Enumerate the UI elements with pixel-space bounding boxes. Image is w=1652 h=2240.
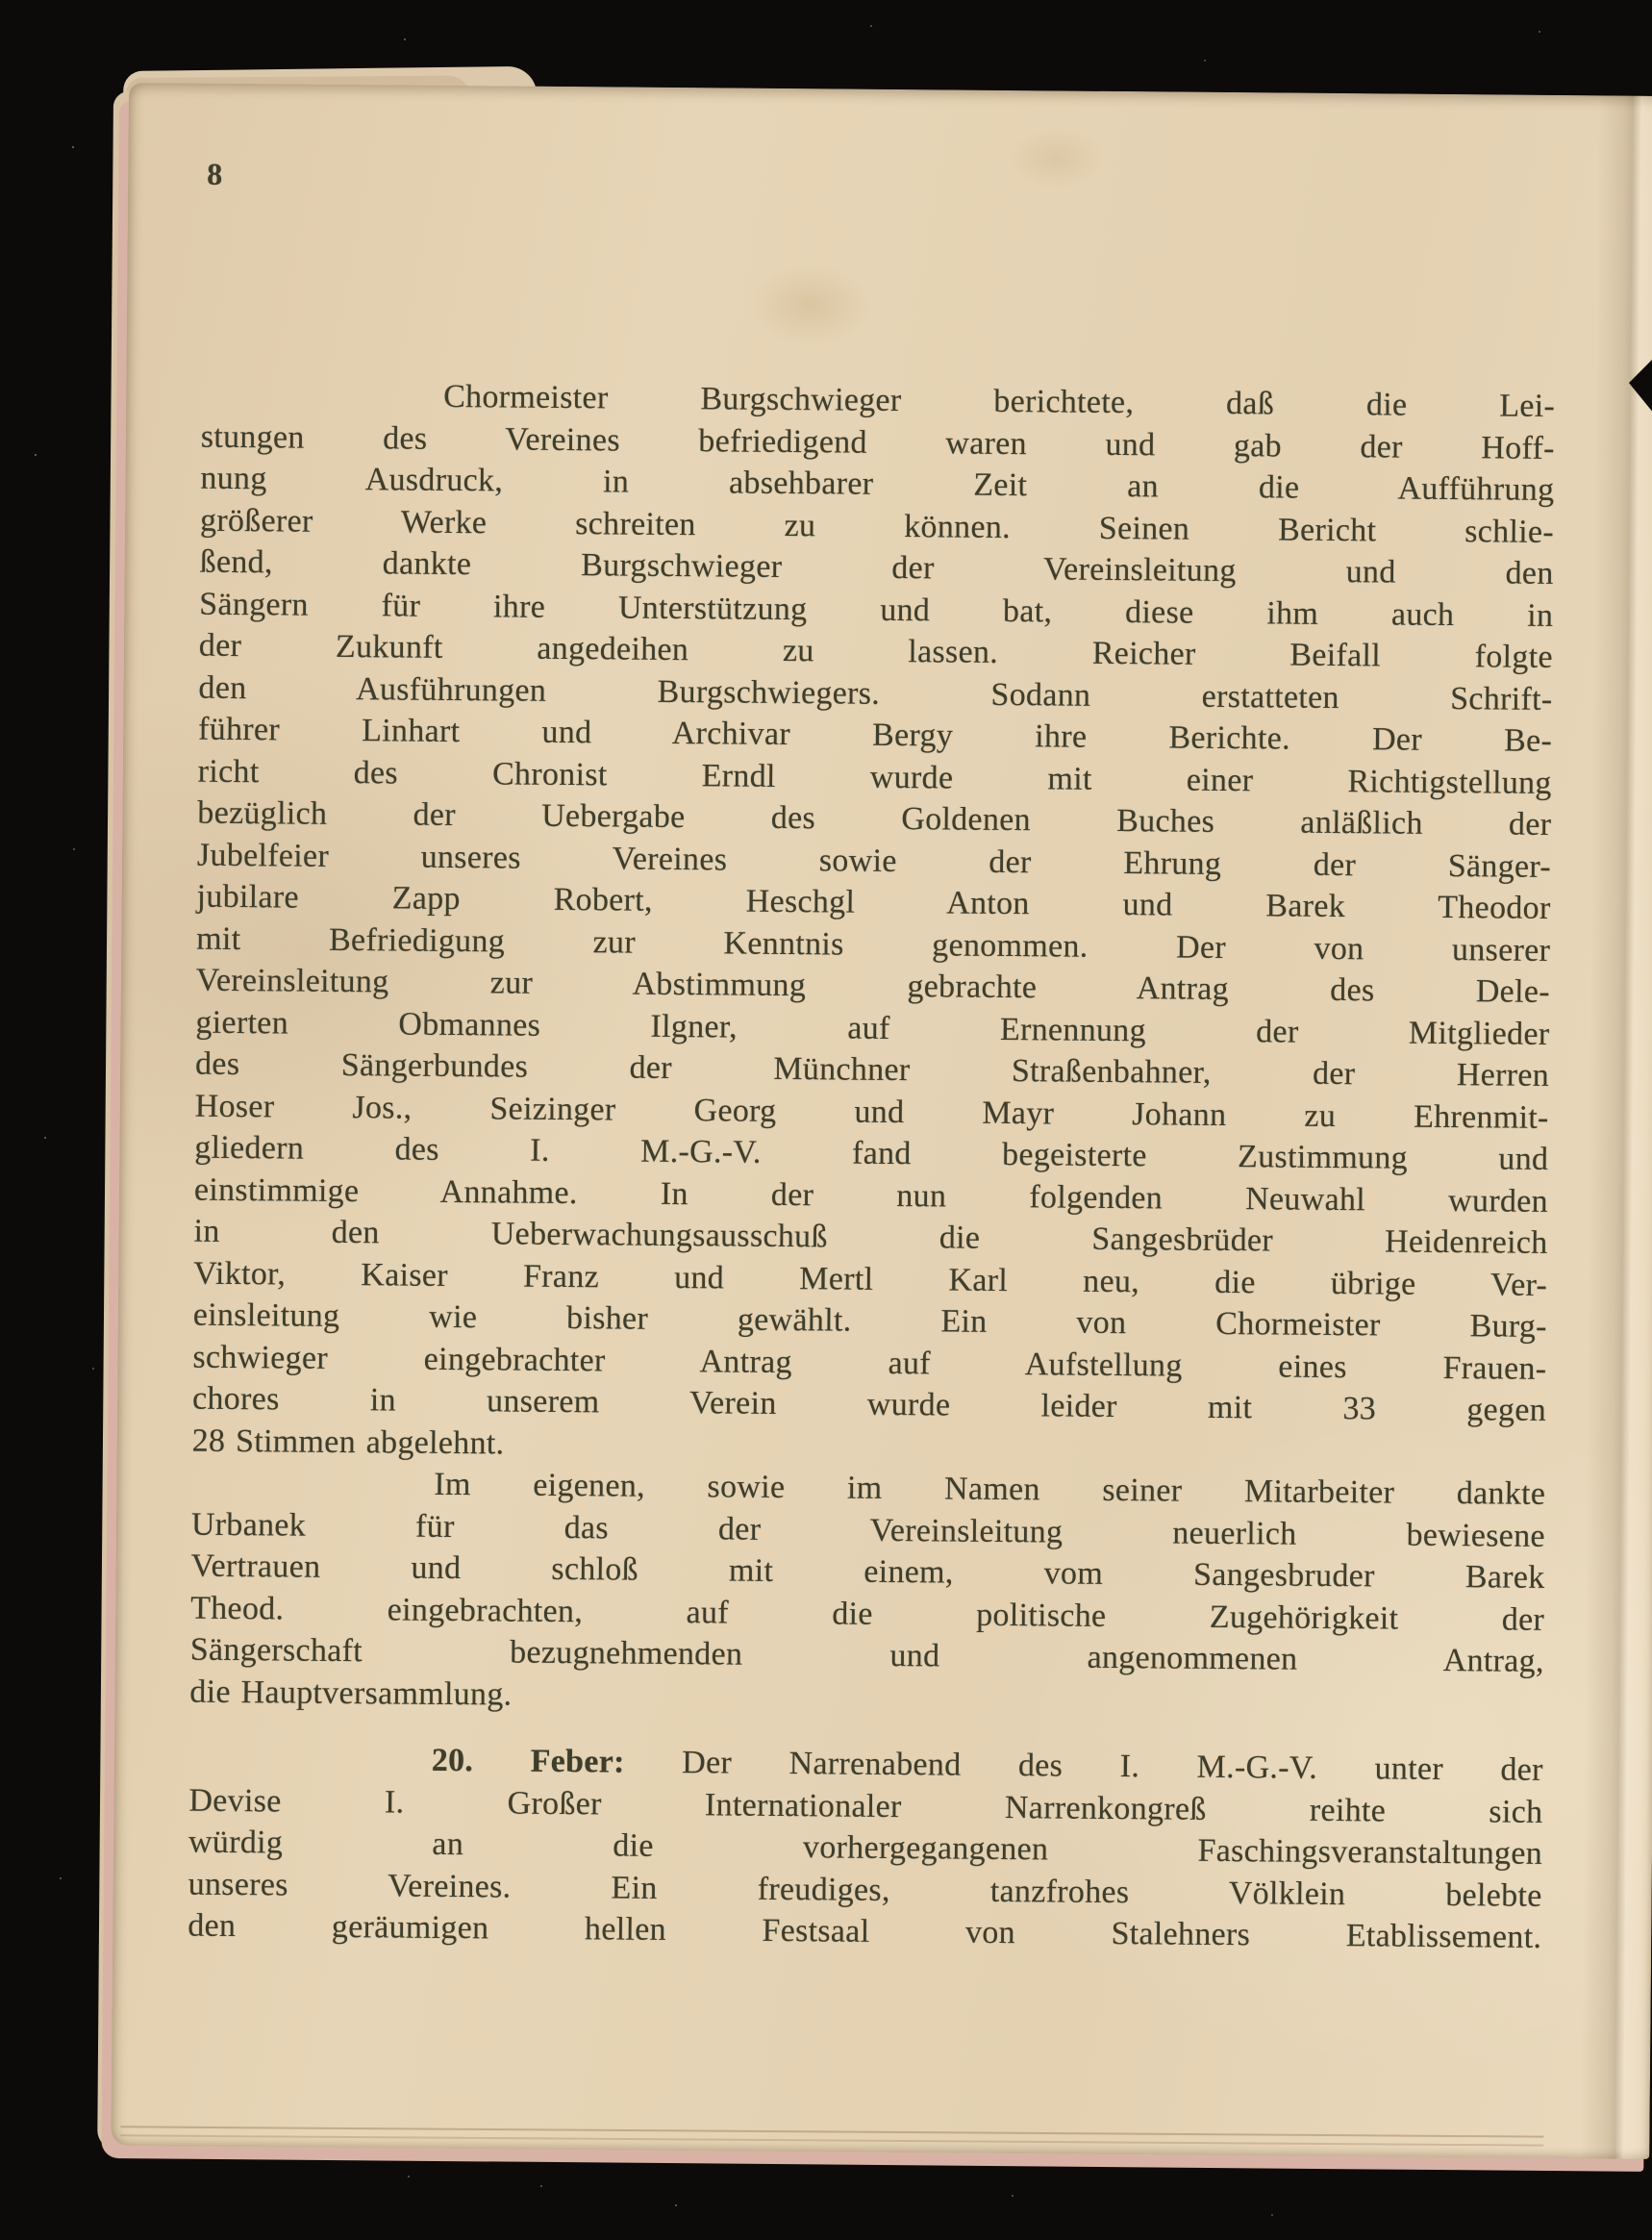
text-line: größerer Werke schreiten zu können. Seinen Bericht schlie- <box>199 502 1555 550</box>
text-line: würdig an die vorhergegangenen Faschingsveranstaltungen <box>188 1824 1543 1872</box>
text-line: Vereinsleitung zur Abstimmung gebrachte Antrag des Dele- <box>195 962 1550 1010</box>
text-line: Jubelfeier unseres Vereines sowie der Ehrung der Sänger- <box>196 837 1552 885</box>
paragraph <box>191 374 1555 1473</box>
text-line: führer Linhart und Archivar Bergy ihre Berichte. Der Be- <box>197 711 1553 759</box>
paragraph <box>188 1738 1543 1959</box>
dust-specks <box>0 0 2 2</box>
text-line: Hoser Jos., Seizinger Georg und Mayr Johann zu Ehrenmit- <box>194 1088 1549 1136</box>
text-line: Urbanek für das der Vereinsleitung neuerlich bewiesene <box>190 1506 1546 1554</box>
text-line: gliedern des I. M.-G.-V. fand begeisterte Zustimmung und <box>194 1129 1549 1177</box>
text-line: Sängern für ihre Unterstützung und bat, diese ihm auch in <box>199 586 1554 634</box>
text-line: der Zukunft angedeihen zu lassen. Reicher Beifall folgte <box>198 627 1554 675</box>
text-line: den Ausführungen Burgschwiegers. Sodann erstatteten Schrift- <box>198 669 1553 717</box>
text-line: ßend, dankte Burgschwieger der Vereinsleitung und den <box>199 543 1554 591</box>
paragraph <box>189 1462 1545 1724</box>
text-line: Vertrauen und schloß mit einem, vom Sangesbruder Barek <box>190 1548 1545 1596</box>
sheet-edge-lines <box>120 2126 1543 2146</box>
text-line: des Sängerbundes der Münchner Straßenbahner, der Herren <box>194 1045 1550 1094</box>
book-page <box>111 83 1652 2159</box>
text-line: in den Ueberwachungsausschuß die Sangesbrüder Heidenreich <box>193 1213 1548 1261</box>
text-line: mit Befriedigung zur Kenntnis genommen. Der von unserer <box>196 920 1551 969</box>
text-line: jubilare Zapp Robert, Heschgl Anton und Barek Theodor <box>196 878 1551 926</box>
page-number: 8 <box>207 156 224 191</box>
text-line: schwieger eingebrachter Antrag auf Aufstellung eines Frauen- <box>192 1339 1547 1387</box>
text-line: Viktor, Kaiser Franz und Mertl Karl neu, die übrige Ver- <box>193 1255 1548 1303</box>
page-crease <box>1580 95 1652 2159</box>
text-line: nung Ausdruck, in absehbarer Zeit an die Aufführung <box>200 460 1555 508</box>
text-block <box>188 374 1555 1959</box>
text-line: Im eigenen, sowie im Namen seiner Mitarbeiter dankte <box>434 1466 1546 1512</box>
text-line: bezüglich der Uebergabe des Goldenen Buches anläßlich der <box>197 794 1552 843</box>
text-line: gierten Obmannes Ilgner, auf Ernennung der Mitglieder <box>195 1004 1550 1052</box>
text-line: Chormeister Burgschwieger berichtete, daß die Lei- <box>443 378 1556 424</box>
text-line: unseres Vereines. Ein freudiges, tanzfrohes Völklein belebte <box>188 1866 1542 1914</box>
text-line: einsleitung wie bisher gewählt. Ein von Chormeister Burg- <box>192 1296 1547 1345</box>
text-line: einstimmige Annahme. In der nun folgenden Neuwahl wurden <box>193 1171 1549 1220</box>
text-line: Sängerschaft bezugnehmenden und angenommenen Antrag, <box>189 1631 1544 1679</box>
text-line: chores in unserem Verein wurde leider mit 33 gegen <box>191 1380 1547 1428</box>
text-line: 28 Stimmen abgelehnt. <box>191 1422 505 1461</box>
text-line: die Hauptversammlung. <box>189 1674 513 1713</box>
date-lead: 20. Feber: <box>431 1742 625 1780</box>
text-line: den geräumigen hellen Festsaal von Stalehners Etablissement. <box>188 1907 1542 1955</box>
text-line: stungen des Vereines befriedigend waren und gab der Hoff- <box>200 418 1555 466</box>
text-line: Theod. eingebrachten, auf die politische Zugehörigkeit der <box>190 1590 1545 1638</box>
text-line: 20. Feber: Der Narrenabend des I. M.-G.-V. unter der <box>431 1742 1543 1788</box>
text-line: richt des Chronist Erndl wurde mit einer Richtigstellung <box>197 753 1552 801</box>
text-line: Devise I. Großer Internationaler Narrenkongreß reihte sich <box>188 1782 1543 1830</box>
